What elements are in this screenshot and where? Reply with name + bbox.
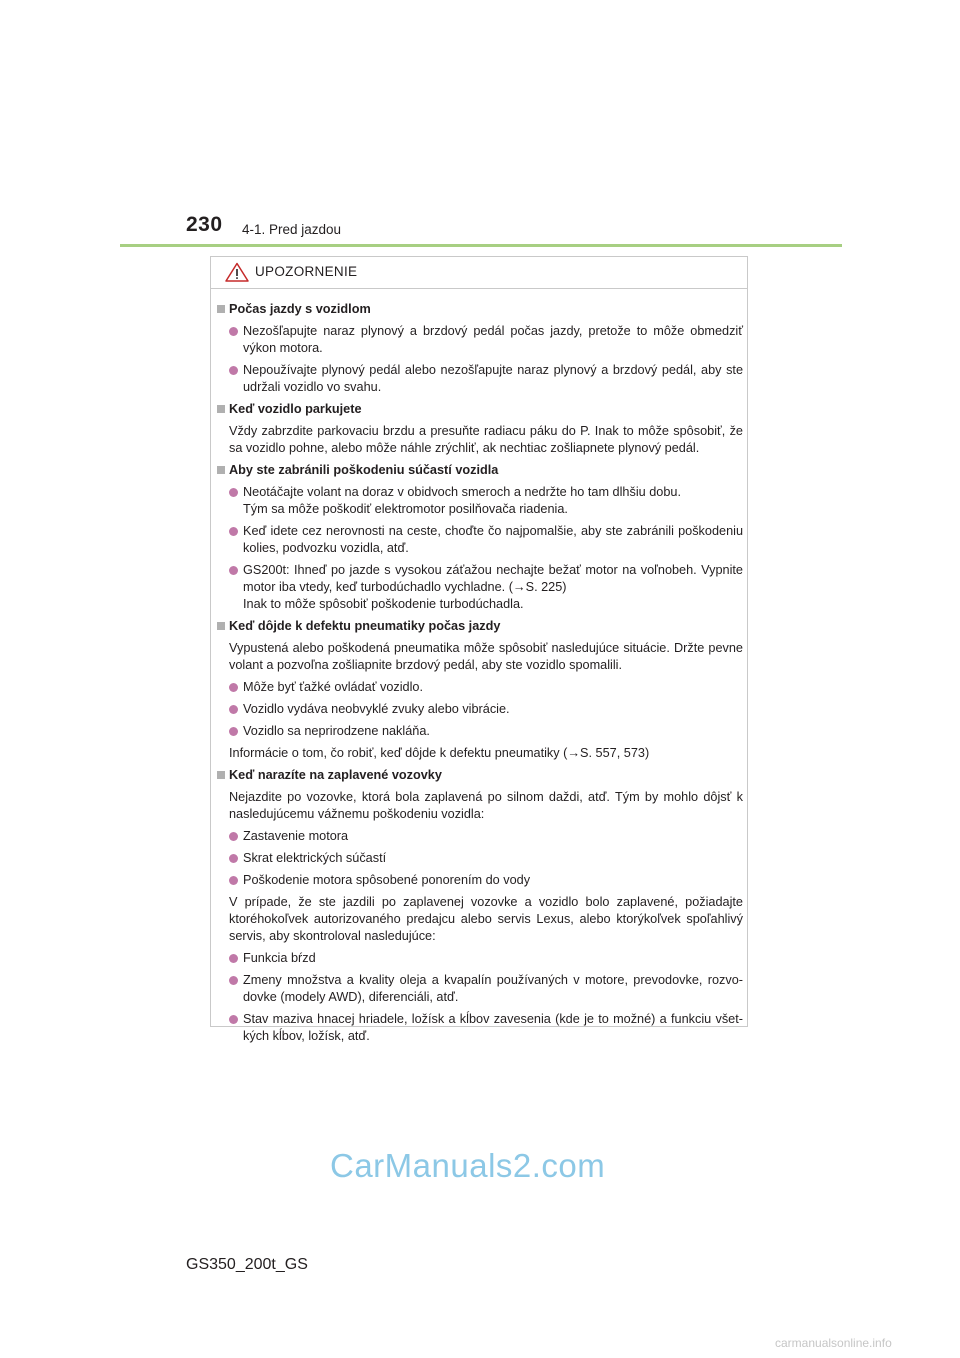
circle-bullet-icon — [229, 876, 238, 885]
block-text: Vždy zabrzdite parkovaciu brzdu a presuňte radiacu páku do P. Inak to môže spôsobiť, že sa vozidlo pohne, alebo môže náhle zrýchliť, ak nechtiac zošliapnete plynový pedál. — [229, 424, 743, 455]
bullet-item — [211, 872, 749, 889]
block-text: Vypustená alebo poškodená pneumatika môže spôsobiť nasledujúce situácie. Držte pevne volant a pozvoľna zošliapnite brzdový pedál, aby ste vozidlo spomalili. — [229, 641, 743, 672]
block-text: Zmeny množstva a kvality oleja a kvapalín používaných v motore, prevodovke, rozvodovke (modely AWD), diferenciáli, atď. — [243, 973, 743, 1004]
warning-content — [211, 301, 749, 1050]
site-footer-text: carmanualsonline.info — [775, 1336, 892, 1350]
circle-bullet-icon — [229, 727, 238, 736]
block-text: Stav maziva hnacej hriadele, ložísk a kĺbov zavesenia (kde je to možné) a funkciu všetkých kĺbov, ložísk, atď. — [243, 1012, 743, 1043]
block-text: Keď dôjde k defektu pneumatiky počas jazdy — [229, 619, 501, 633]
paragraph — [211, 745, 749, 762]
block-text: Počas jazdy s vozidlom — [229, 302, 371, 316]
section-title: 4-1. Pred jazdou — [242, 222, 342, 237]
block-text: Funkcia bŕzd — [243, 951, 316, 965]
bullet-item — [211, 562, 749, 613]
block-text: Keď idete cez nerovnosti na ceste, choďte čo najpomalšie, aby ste zabránili poškodeniu kolies, podvozku vozidla, atď. — [243, 524, 743, 555]
block-text: Nepoužívajte plynový pedál alebo nezošľapujte naraz plynový a brzdový pedál, aby ste udržali vozidlo vo svahu. — [243, 363, 743, 394]
block-text: Informácie o tom, čo robiť, keď dôjde k defektu pneumatiky (→S. 557, 573) — [229, 746, 650, 760]
section-heading — [211, 401, 749, 418]
paragraph — [211, 423, 749, 457]
warning-box — [210, 256, 748, 1043]
square-bullet-icon — [217, 771, 225, 779]
section-heading — [211, 767, 749, 784]
square-bullet-icon — [217, 405, 225, 413]
block-text: Zastavenie motora — [243, 829, 349, 843]
circle-bullet-icon — [229, 976, 238, 985]
circle-bullet-icon — [229, 327, 238, 336]
block-text: Vozidlo sa neprirodzene nakláňa. — [243, 724, 430, 738]
circle-bullet-icon — [229, 1015, 238, 1024]
block-text: Poškodenie motora spôsobené ponorením do vody — [243, 873, 531, 887]
block-text: Keď vozidlo parkujete — [229, 402, 362, 416]
square-bullet-icon — [217, 466, 225, 474]
bullet-item — [211, 701, 749, 718]
block-text: Môže byť ťažké ovládať vozidlo. — [243, 680, 424, 694]
paragraph — [211, 789, 749, 823]
block-text: Neotáčajte volant na doraz v obidvoch smeroch a nedržte ho tam dlhšiu dobu. Tým sa môže poškodiť elektromotor posilňovača riadenia. — [243, 485, 681, 516]
paragraph — [211, 640, 749, 674]
bullet-item — [211, 972, 749, 1006]
block-text: Skrat elektrických súčastí — [243, 851, 387, 865]
warning-title: UPOZORNENIE — [255, 264, 358, 279]
bullet-item — [211, 323, 749, 357]
circle-bullet-icon — [229, 954, 238, 963]
square-bullet-icon — [217, 305, 225, 313]
circle-bullet-icon — [229, 705, 238, 714]
block-text: Vozidlo vydáva neobvyklé zvuky alebo vibrácie. — [243, 702, 510, 716]
section-heading — [211, 301, 749, 318]
watermark-text: CarManuals2.com — [330, 1147, 606, 1184]
bullet-item — [211, 484, 749, 518]
bullet-item — [211, 950, 749, 967]
bullet-item — [211, 850, 749, 867]
page-number: 230 — [186, 213, 223, 236]
block-text: Nejazdite po vozovke, ktorá bola zaplavená po silnom daždi, atď. Tým by mohlo dôjsť k nasledujúcemu vážnemu poškodeniu vozidla: — [229, 790, 743, 821]
block-text: Nezošľapujte naraz plynový a brzdový pedál počas jazdy, pretože to môže obmedziť výkon motora. — [243, 324, 743, 355]
circle-bullet-icon — [229, 832, 238, 841]
header-rule — [120, 244, 842, 247]
page-header — [186, 213, 846, 245]
circle-bullet-icon — [229, 854, 238, 863]
bullet-item — [211, 679, 749, 696]
circle-bullet-icon — [229, 488, 238, 497]
paragraph — [211, 894, 749, 945]
section-heading — [211, 618, 749, 635]
bullet-item — [211, 362, 749, 396]
circle-bullet-icon — [229, 683, 238, 692]
footer-model-code: GS350_200t_GS — [186, 1256, 308, 1273]
block-text: Keď narazíte na zaplavené vozovky — [229, 768, 442, 782]
block-text: GS200t: Ihneď po jazde s vysokou záťažou nechajte bežať motor na voľnobeh. Vypnite motor iba vtedy, keď turbodúchadlo vychladne. (→S. 225) Inak to môže spôsobiť poškodenie turbodúchadla. — [243, 563, 743, 611]
bullet-item — [211, 1011, 749, 1045]
square-bullet-icon — [217, 622, 225, 630]
block-text: V prípade, že ste jazdili po zaplavenej vozovke a vozidlo bolo zaplavené, požiadajte ktoréhokoľvek autorizovaného predajcu alebo servis Lexus, alebo ktorýkoľvek spoľahlivý servis, aby skontroloval nasledujúce: — [229, 895, 743, 943]
bullet-item — [211, 523, 749, 557]
warning-header — [211, 257, 747, 289]
block-text: Aby ste zabránili poškodeniu súčastí vozidla — [229, 463, 499, 477]
circle-bullet-icon — [229, 527, 238, 536]
bullet-item — [211, 723, 749, 740]
section-heading — [211, 462, 749, 479]
bullet-item — [211, 828, 749, 845]
circle-bullet-icon — [229, 366, 238, 375]
circle-bullet-icon — [229, 566, 238, 575]
warning-triangle-icon — [225, 262, 249, 282]
